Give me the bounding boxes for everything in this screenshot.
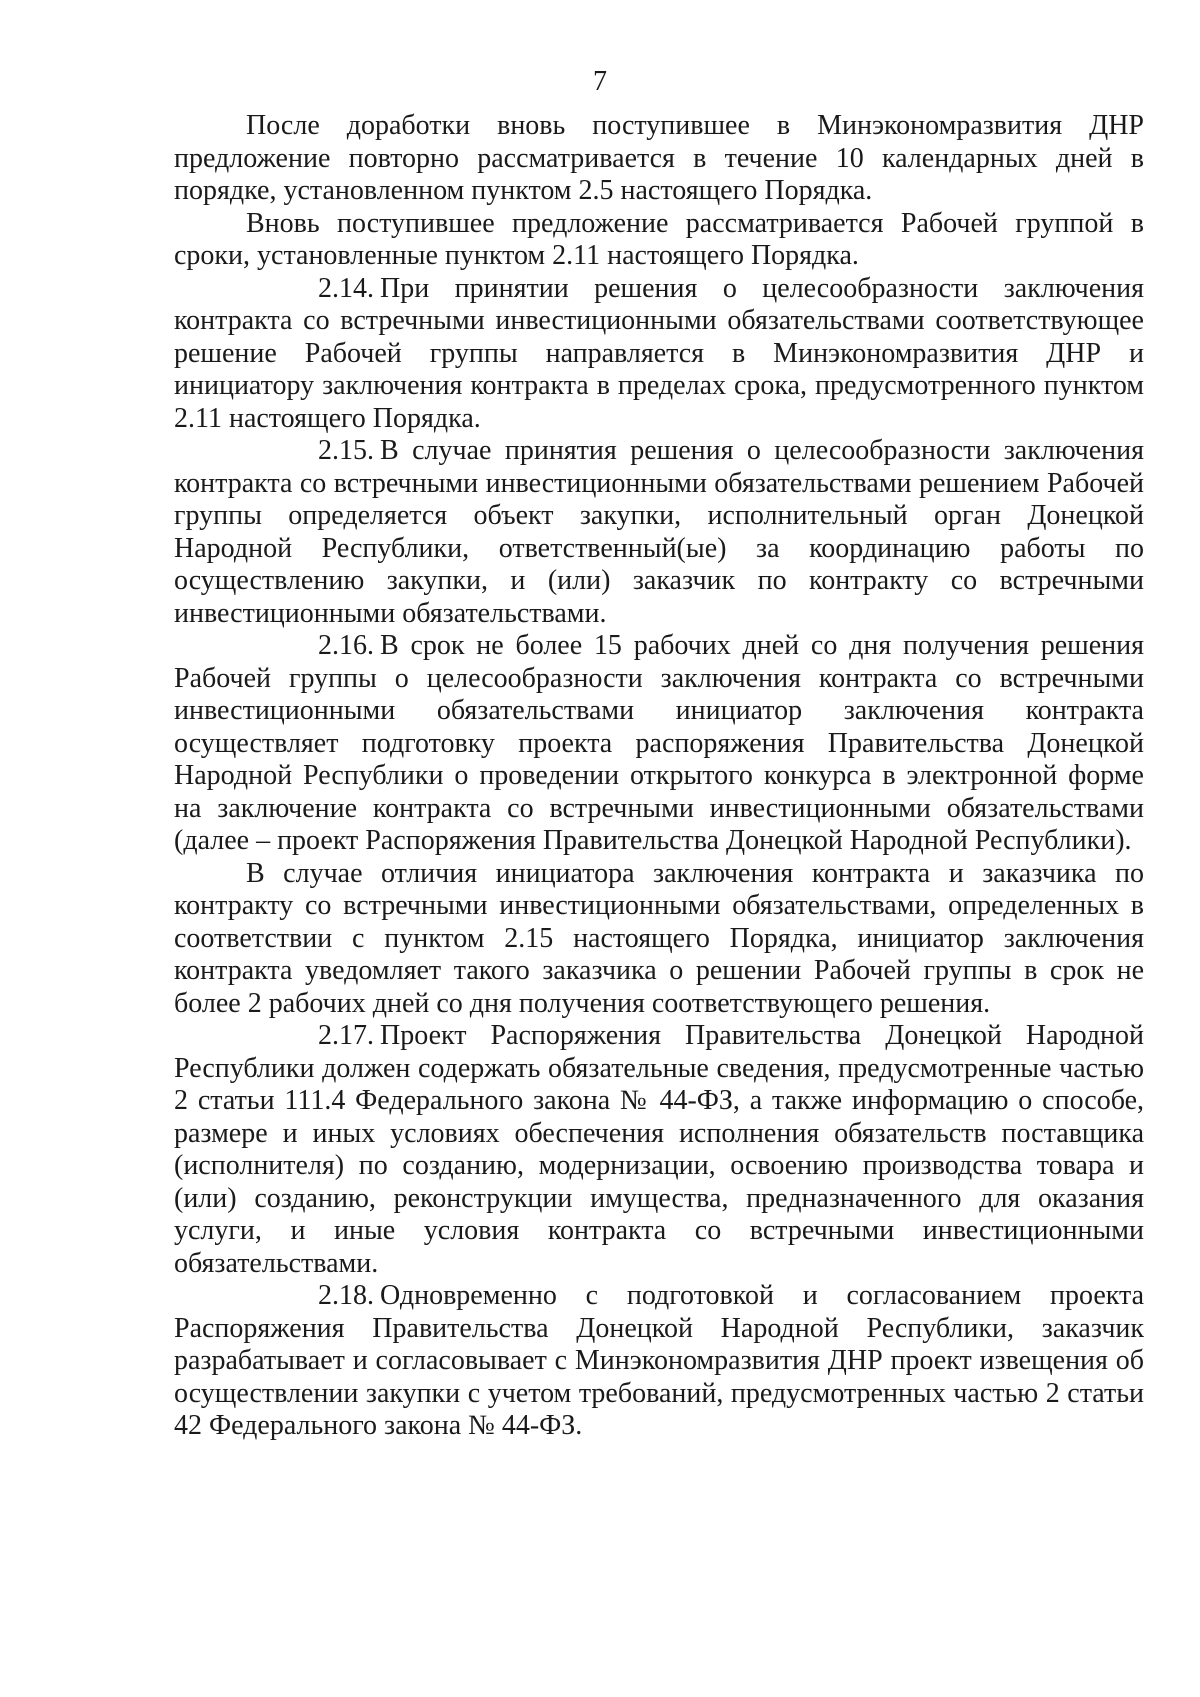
paragraph [174,435,1144,630]
document-body [174,110,1144,1443]
paragraph [174,1280,1144,1443]
page-number: 7 [593,66,607,97]
paragraph-text: Проект Распоряжения Правительства Донецкой Народной Республики должен содержать обязательные сведения, предусмотренные частью 2 статьи 111.4 Федерального закона № 44-ФЗ, а также информацию о способе, размере и иных условиях обеспечения исполнения обязательств поставщика (исполнителя) по созданию, модернизации, освоению производства товара и (или) созданию, реконструкции имущества, предназначенного для оказания услуги, и иные условия контракта со встречными инвестиционными обязательствами. [174,1020,1144,1279]
paragraph [174,273,1144,436]
clause-number: 2.16. [318,630,374,661]
clause-number: 2.18. [318,1280,374,1311]
paragraph-text: В случае отличия инициатора заключения контракта и заказчика по контракту со встречными инвестиционными обязательствами, определенных в соответствии с пунктом 2.15 настоящего Порядка, инициатор заключения контракта уведомляет такого заказчика о решении Рабочей группы в срок не более 2 рабочих дней со дня получения соответствующего решения. [174,857,1144,1019]
paragraph [174,110,1144,208]
clause-number: 2.15. [318,435,374,466]
paragraph [174,630,1144,858]
paragraph-text: В случае принятия решения о целесообразности заключения контракта со встречными инвестиционными обязательствами решением Рабочей группы определяется объект закупки, исполнительный орган Донецкой Народной Республики, ответственный(ые) за координацию работы по осуществлению закупки, и (или) заказчик по контракту со встречными инвестиционными обязательствами. [174,435,1144,629]
paragraph-text: Вновь поступившее предложение рассматривается Рабочей группой в сроки, установленные пунктом 2.11 настоящего Порядка. [174,207,1144,271]
clause-number: 2.14. [318,272,374,304]
clause-number: 2.17. [318,1020,374,1051]
paragraph-text: Одновременно с подготовкой и согласованием проекта Распоряжения Правительства Донецкой Народной Республики, заказчик разрабатывает и согласовывает с Минэкономразвития ДНР проект извещения об осуществлении закупки с учетом требований, предусмотренных частью 2 статьи 42 Федерального закона № 44-ФЗ. [174,1280,1144,1441]
paragraph [174,1020,1144,1280]
paragraph-text: В срок не более 15 рабочих дней со дня получения решения Рабочей группы о целесообразности заключения контракта со встречными инвестиционными обязательствами инициатор заключения контракта осуществляет подготовку проекта распоряжения Правительства Донецкой Народной Республики о проведении открытого конкурса в электронной форме на заключение контракта со встречными инвестиционными обязательствами (далее – проект Распоряжения Правительства Донецкой Народной Республики). [174,630,1144,856]
paragraph [174,208,1144,273]
paragraph-text: После доработки вновь поступившее в Минэкономразвития ДНР предложение повторно рассматривается в течение 10 календарных дней в порядке, установленном пунктом 2.5 настоящего Порядка. [174,110,1144,206]
paragraph [174,858,1144,1021]
paragraph-text: При принятии решения о целесообразности заключения контракта со встречными инвестиционными обязательствами соответствующее решение Рабочей группы направляется в Минэкономразвития ДНР и инициатору заключения контракта в пределах срока, предусмотренного пунктом 2.11 настоящего Порядка. [174,272,1144,434]
